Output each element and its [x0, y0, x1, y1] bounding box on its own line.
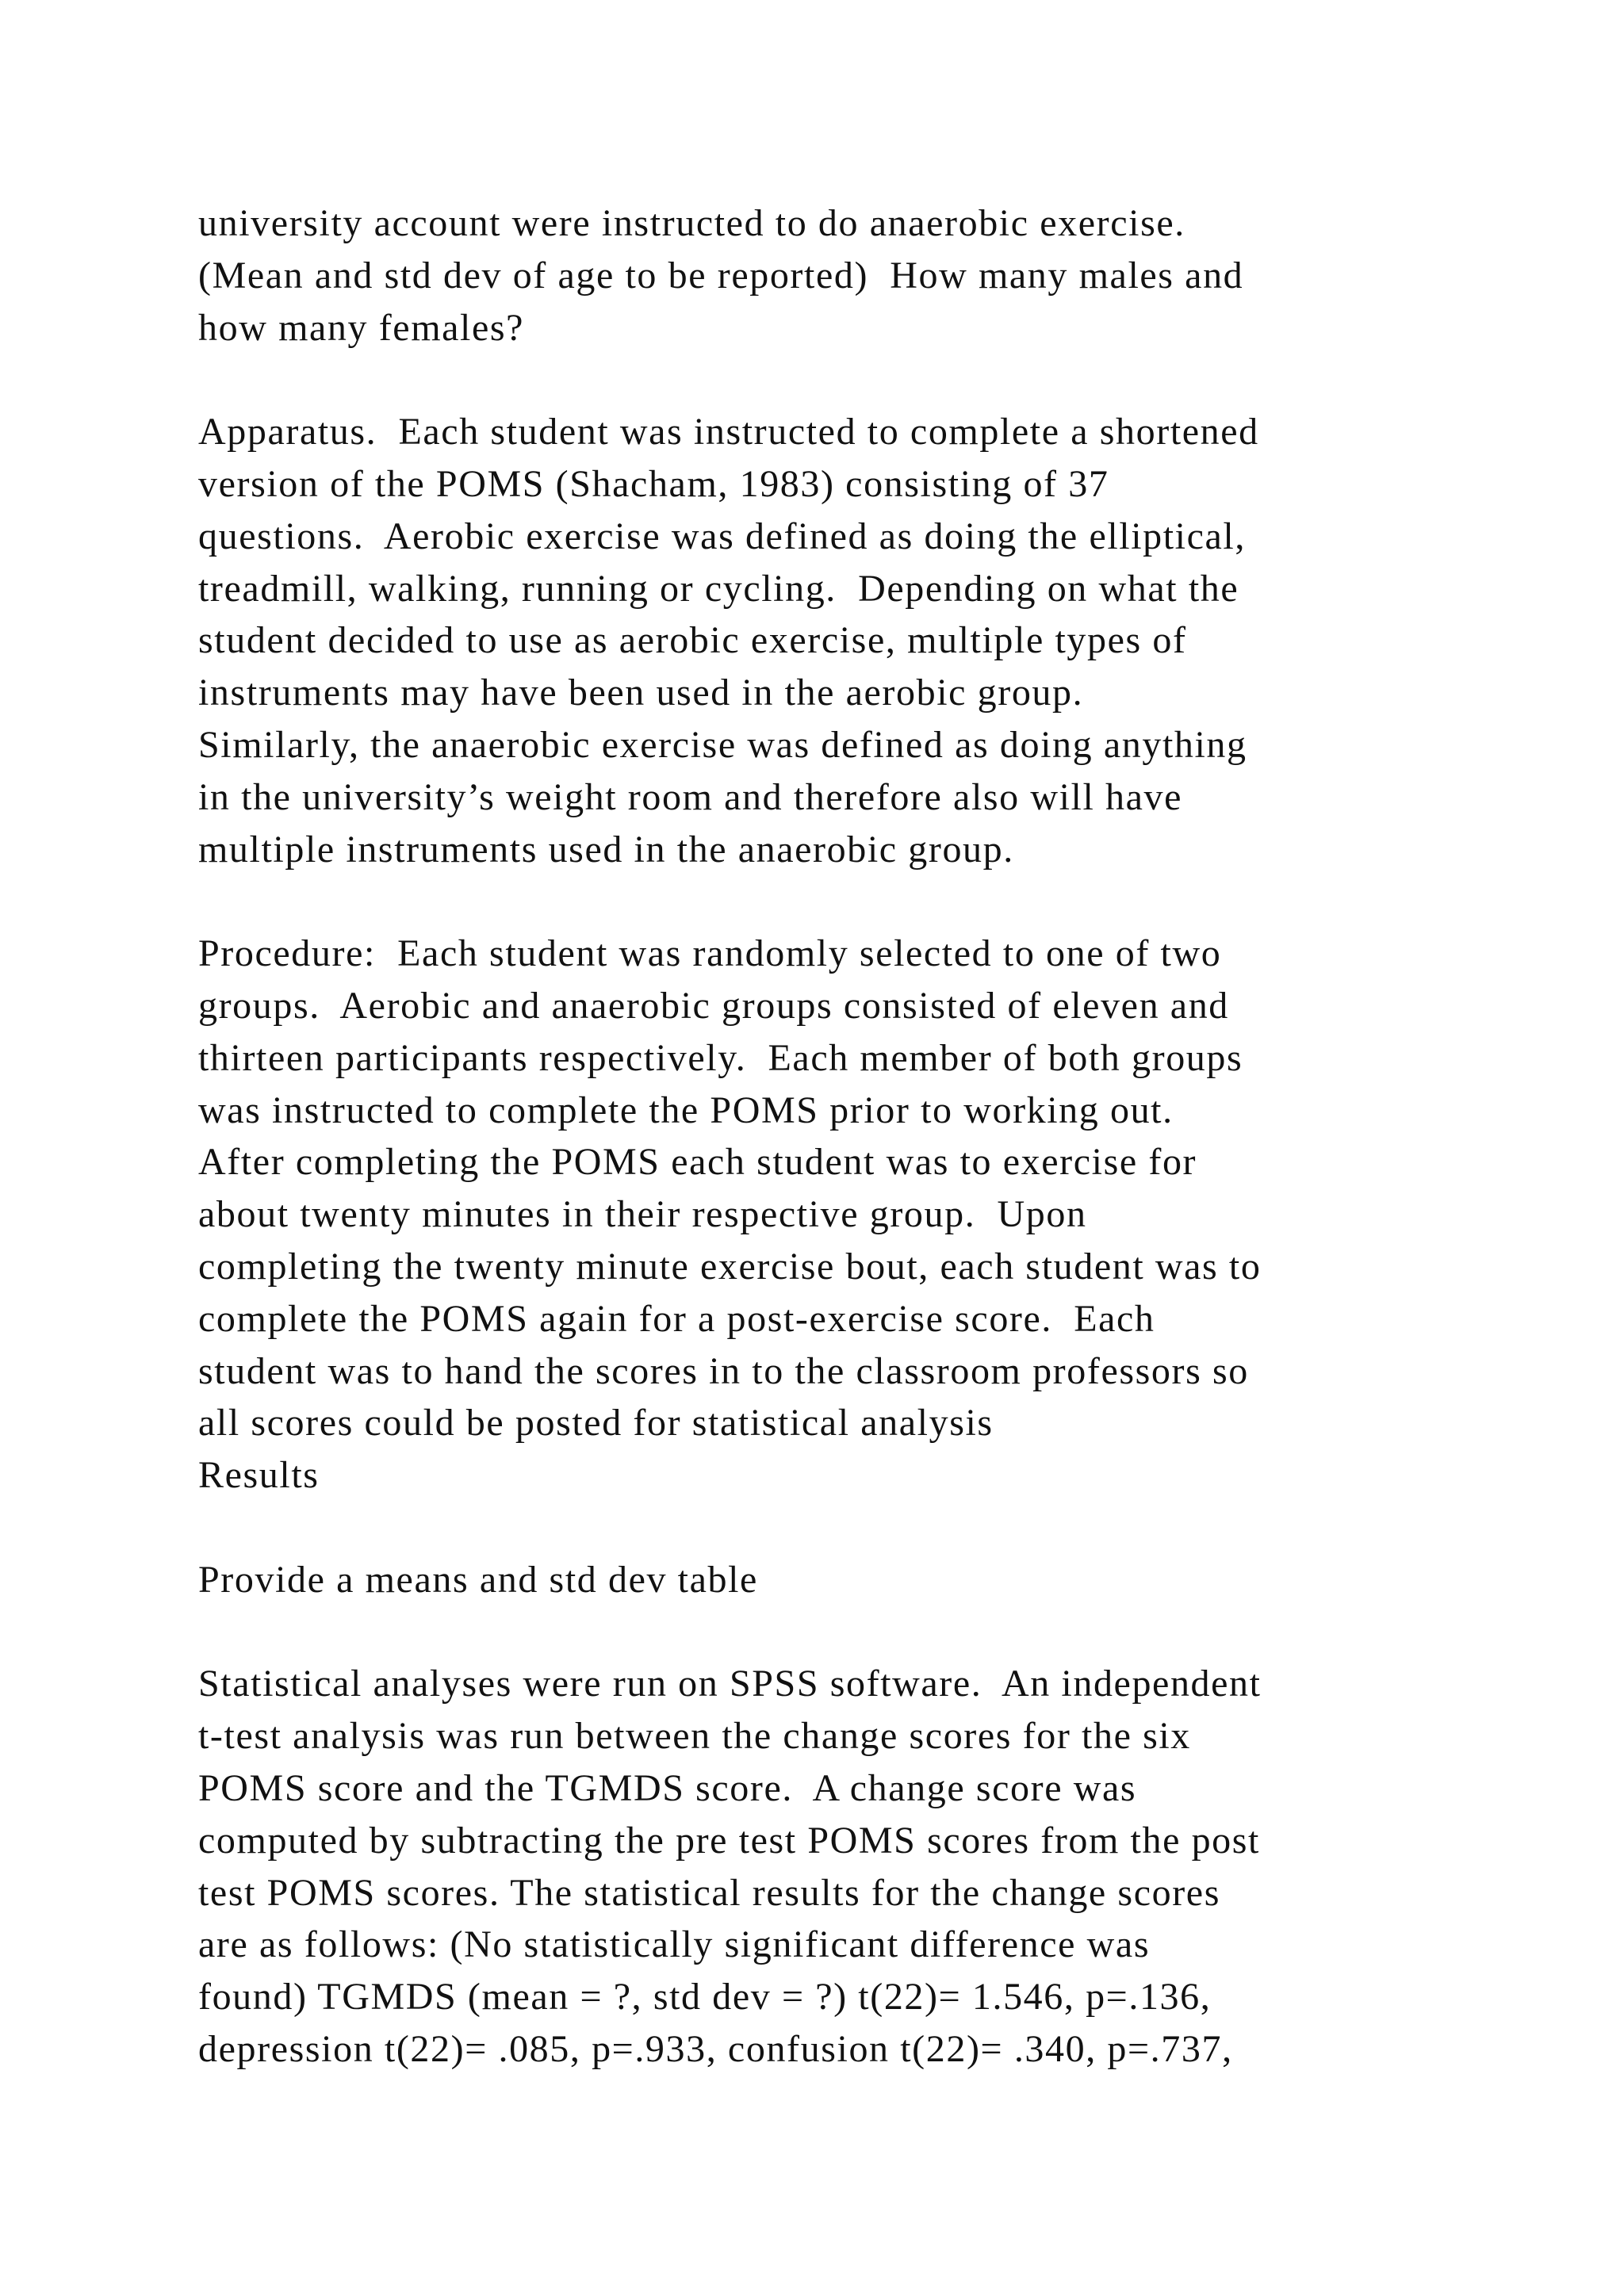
text-line: test POMS scores. The statistical results for the change scores: [198, 1871, 1220, 1914]
text-line: multiple instruments used in the anaerobic group.: [198, 828, 1014, 871]
text-line: depression t(22)= .085, p=.933, confusion t(22)= .340, p=.737,: [198, 2028, 1233, 2070]
text-line: t-test analysis was run between the change scores for the six: [198, 1715, 1191, 1758]
text-line: about twenty minutes in their respective group. Upon: [198, 1193, 1087, 1236]
text-line: completing the twenty minute exercise bout, each student was to: [198, 1246, 1262, 1288]
text-line: thirteen participants respectively. Each member of both groups: [198, 1036, 1243, 1079]
text-line: computed by subtracting the pre test POMS scores from the post: [198, 1819, 1260, 1862]
text-line: are as follows: (No statistically significant difference was: [198, 1923, 1151, 1966]
text-line: student decided to use as aerobic exercise, multiple types of: [198, 619, 1187, 662]
text-line: instruments may have been used in the aerobic group.: [198, 672, 1084, 714]
text-line: Provide a means and std dev table: [198, 1558, 758, 1601]
text-line: groups. Aerobic and anaerobic groups consisted of eleven and: [198, 985, 1229, 1027]
text-line: complete the POMS again for a post-exercise score. Each: [198, 1297, 1155, 1340]
text-line: found) TGMDS (mean = ?, std dev = ?) t(22)= 1.546, p=.136,: [198, 1976, 1212, 2019]
text-line: POMS score and the TGMDS score. A change score was: [198, 1767, 1137, 1809]
text-line: Procedure: Each student was randomly selected to one of two: [198, 932, 1222, 975]
text-line: (Mean and std dev of age to be reported) How many males and: [198, 254, 1244, 297]
text-line: After completing the POMS each student was to exercise for: [198, 1141, 1197, 1184]
text-line: in the university’s weight room and therefore also will have: [198, 775, 1183, 818]
text-line: how many females?: [198, 306, 525, 349]
text-line: all scores could be posted for statistical analysis: [198, 1402, 994, 1445]
text-line: Apparatus. Each student was instructed to complete a shortened: [198, 411, 1259, 453]
text-line: treadmill, walking, running or cycling. Depending on what the: [198, 567, 1239, 610]
text-line: university account were instructed to do anaerobic exercise.: [198, 202, 1185, 244]
text-line: Similarly, the anaerobic exercise was defined as doing anything: [198, 724, 1247, 766]
text-line: Results: [198, 1454, 320, 1497]
text-line: student was to hand the scores in to the classroom professors so: [198, 1349, 1249, 1392]
text-line: was instructed to complete the POMS prior to working out.: [198, 1089, 1174, 1131]
text-line: questions. Aerobic exercise was defined as doing the elliptical,: [198, 515, 1246, 557]
text-line: Statistical analyses were run on SPSS software. An independent: [198, 1663, 1262, 1705]
text-line: version of the POMS (Shacham, 1983) consisting of 37: [198, 463, 1109, 505]
